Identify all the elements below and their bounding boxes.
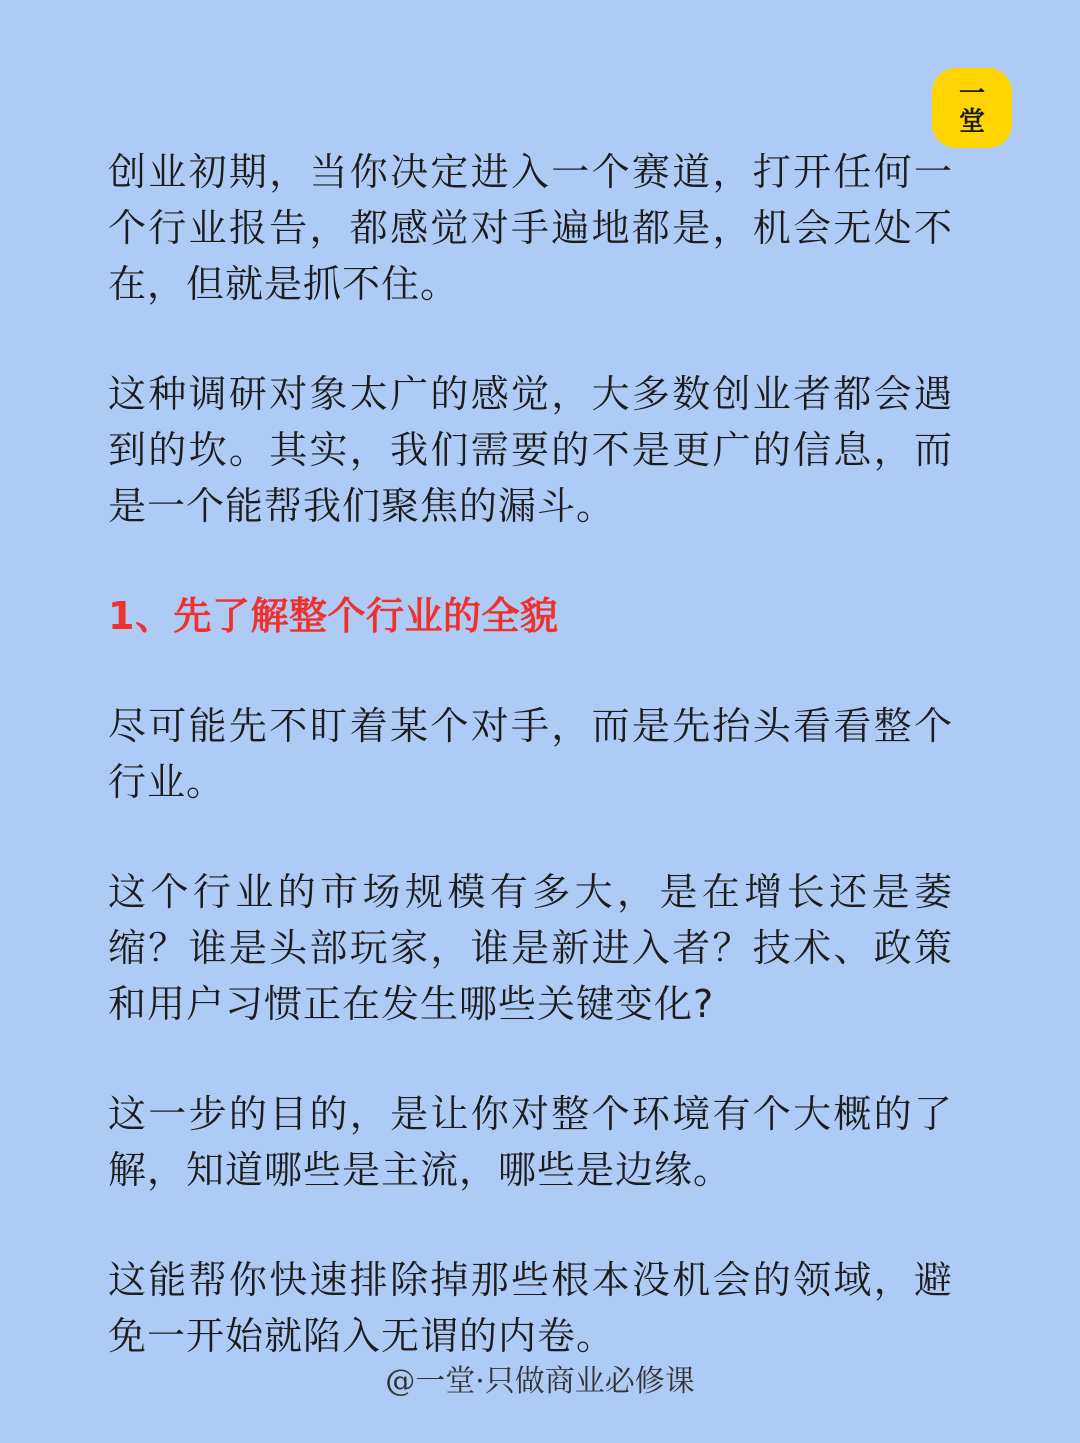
paragraph-research-scope: 这种调研对象太广的感觉，大多数创业者都会遇到的坎。其实，我们需要的不是更广的信息，而是一个能帮我们聚焦的漏斗。	[108, 372, 953, 528]
paragraph-purpose: 这一步的目的，是让你对整个环境有个大概的了解，知道哪些是主流，哪些是边缘。	[108, 1092, 953, 1192]
footer-signature: @一堂·只做商业必修课	[385, 1364, 695, 1399]
paragraph-intro: 创业初期，当你决定进入一个赛道，打开任何一个行业报告，都感觉对手遍地都是，机会无处不在，但就是抓不住。	[108, 150, 953, 306]
section-heading-1: 1、先了解整个行业的全貌	[108, 594, 559, 638]
paragraph-market-questions: 这个行业的市场规模有多大，是在增长还是萎缩？谁是头部玩家，谁是新进入者？技术、政策和用户习惯正在发生哪些关键变化?	[108, 870, 953, 1026]
paragraph-look-at-industry: 尽可能先不盯着某个对手，而是先抬头看看整个行业。	[108, 704, 953, 804]
paragraph-benefit: 这能帮你快速排除掉那些根本没机会的领域，避免一开始就陷入无谓的内卷。	[108, 1258, 953, 1358]
logo-badge	[932, 68, 1012, 148]
logo-text: 一堂	[958, 79, 985, 137]
article-body	[108, 144, 953, 1364]
